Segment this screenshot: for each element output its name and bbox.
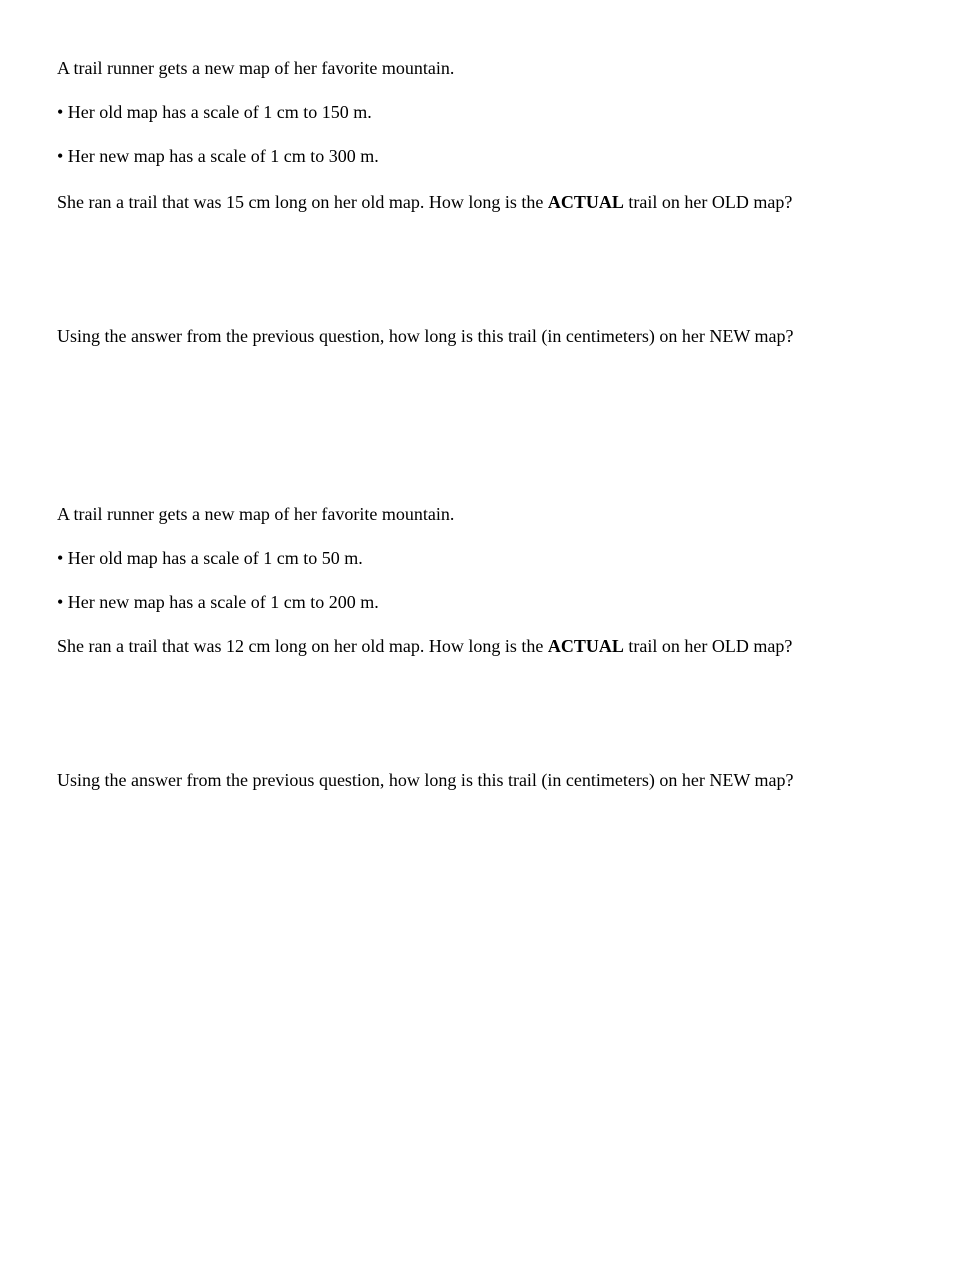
problem2-bullet-old-map-scale: • Her old map has a scale of 1 cm to 50 m.: [57, 548, 363, 568]
problem1-followup-question: Using the answer from the previous question, how long is this trail (in centimeters) on her NEW map?: [57, 326, 794, 346]
problem2-question-bold-word: ACTUAL: [547, 636, 624, 656]
problem1-bullet-new-map-scale: • Her new map has a scale of 1 cm to 300 m.: [57, 146, 379, 166]
problem2-question: [57, 636, 792, 657]
problem1-question-bold-word: ACTUAL: [547, 192, 624, 212]
problem2-intro: A trail runner gets a new map of her favorite mountain.: [57, 504, 455, 524]
problem1-question-suffix: trail on her OLD map?: [623, 192, 793, 212]
problem1-bullet-old-map-scale: • Her old map has a scale of 1 cm to 150 m.: [57, 102, 372, 122]
problem1-intro: A trail runner gets a new map of her favorite mountain.: [57, 58, 455, 78]
problem2-question-suffix: trail on her OLD map?: [623, 636, 793, 656]
problem2-question-prefix: She ran a trail that was 12 cm long on her old map. How long is the: [57, 636, 548, 656]
problem2-bullet-new-map-scale: • Her new map has a scale of 1 cm to 200 m.: [57, 592, 379, 612]
problem1-question-prefix: She ran a trail that was 15 cm long on her old map. How long is the: [57, 192, 548, 212]
problem1-question: [57, 192, 792, 213]
problem2-followup-question: Using the answer from the previous question, how long is this trail (in centimeters) on her NEW map?: [57, 770, 794, 790]
